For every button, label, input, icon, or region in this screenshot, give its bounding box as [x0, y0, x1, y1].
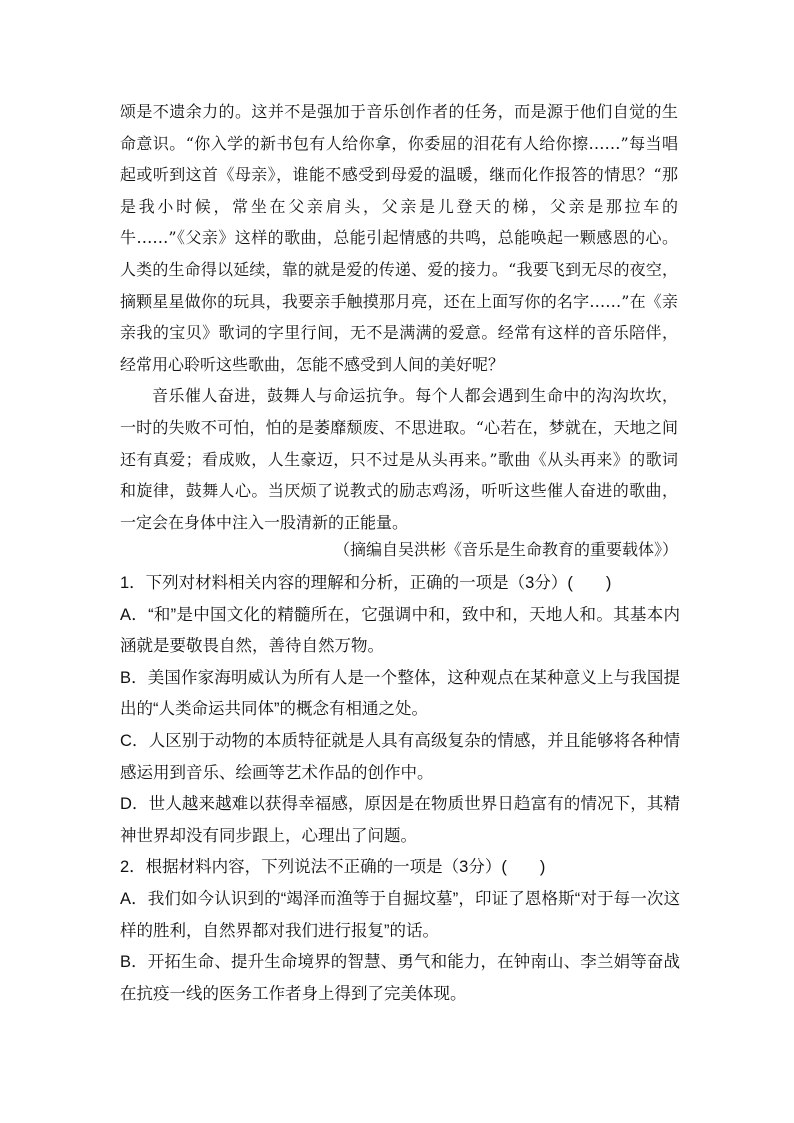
passage-paragraph-1: 颂是不遗余力的。这并不是强加于音乐创作者的任务，而是源于他们自觉的生命意识。“你入学的新书包有人给你拿，你委屈的泪花有人给你擦……”每当唱起或听到这首《母亲》，谁能不感受到母爱的温暖，继而化作报答的情思？“那是我小时候，常坐在父亲肩头，父亲是儿登天的梯，父亲是那拉车的牛……”《父亲》这样的歌曲，总能引起情感的共鸣，总能唤起一颗感恩的心。人类的生命得以延续，靠的就是爱的传递、爱的接力。“我要飞到无尽的夜空，摘颗星星做你的玩具，我要亲手触摸那月亮，还在上面写你的名字……”在《亲亲我的宝贝》歌词的字里行间，无不是满满的爱意。经常有这样的音乐陪伴，经常用心聆听这些歌曲，怎能不感受到人间的美好呢？ — [120, 102, 678, 374]
question-1-option-c: C．人区别于动物的本质特征就是人具有高级复杂的情感，并且能够将各种情感运用到音乐、绘画等艺术作品的创作中。 — [120, 731, 680, 782]
question-2-stem: 2．根据材料内容，下列说法不正确的一项是（3分）( ) — [120, 858, 546, 877]
question-1-stem: 1．下列对材料相关内容的理解和分析，正确的一项是（3分）( ) — [120, 574, 612, 592]
passage-paragraph-2: 音乐催人奋进，鼓舞人与命运抗争。每个人都会遇到生命中的沟沟坎坎，一时的失败不可怕，怕的是萎靡颓废、不思进取。“心若在，梦就在，天地之间还有真爱；看成败，人生豪迈，只不过是从头再来。”歌曲《从头再来》的歌词和旋律，鼓舞人心。当厌烦了说教式的励志鸡汤，听听这些催人奋进的歌曲，一定会在身体中注入一股清新的正能量。 — [120, 386, 678, 532]
question-2-option-a: A．我们如今认识到的“竭泽而渔等于自掘坟墓”，印证了恩格斯“对于每一次这样的胜利，自然界都对我们进行报复”的话。 — [120, 889, 680, 940]
source-attribution: （摘编自吴洪彬《音乐是生命教育的重要载体》） — [333, 540, 678, 559]
question-1-option-d: D．世人越来越难以获得幸福感，原因是在物质世界日趋富有的情况下，其精神世界却没有同步跟上，心理出了问题。 — [120, 795, 680, 845]
question-1-option-a: A．“和”是中国文化的精髓所在，它强调中和，致中和，天地人和。其基本内涵就是要敬畏自然，善待自然万物。 — [120, 605, 680, 656]
question-1-option-b: B．美国作家海明威认为所有人是一个整体，这种观点在某种意义上与我国提出的“人类命运共同体”的概念有相通之处。 — [120, 668, 680, 719]
question-2-option-b: B．开拓生命、提升生命境界的智慧、勇气和能力，在钟南山、李兰娟等奋战在抗疫一线的医务工作者身上得到了完美体现。 — [120, 953, 680, 1003]
question-section — [120, 568, 680, 1010]
reading-passage — [120, 96, 678, 538]
